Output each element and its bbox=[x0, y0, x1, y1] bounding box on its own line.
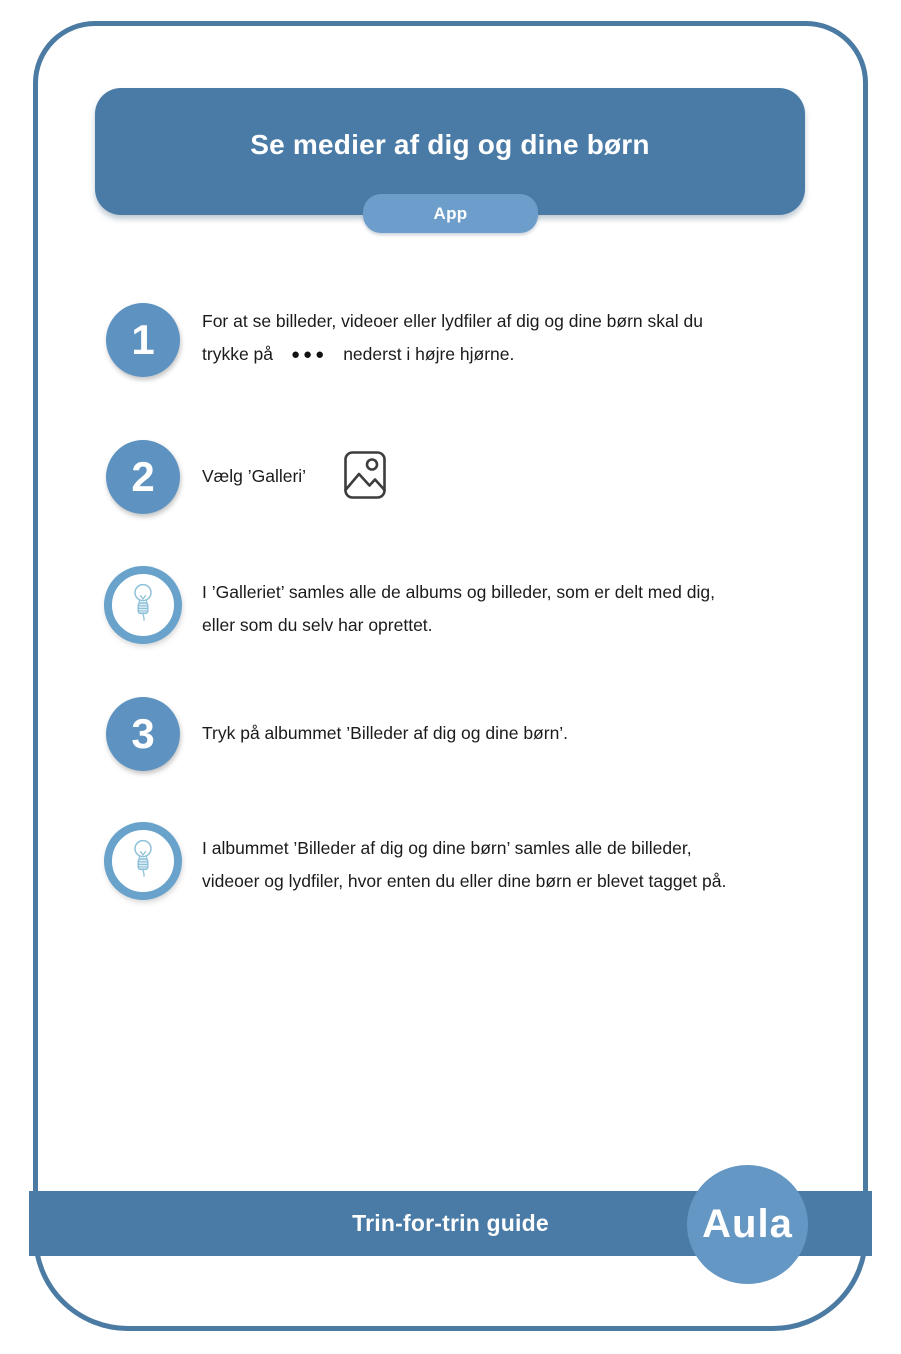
step-2-text-label: Vælg ’Galleri’ bbox=[202, 466, 307, 486]
step-1-line-1-text: For at se billeder, videoer eller lydfiler af dig og dine børn skal du bbox=[202, 311, 703, 331]
tip-1-line-1 bbox=[202, 576, 715, 609]
step-2-number-badge bbox=[106, 440, 180, 514]
tip-1-text bbox=[202, 576, 715, 642]
tip-2-line-2-text: videoer og lydfiler, hvor enten du eller dine børn er blevet tagget på. bbox=[202, 871, 727, 891]
step-3-number-badge bbox=[106, 697, 180, 771]
step-1-line-1 bbox=[202, 305, 703, 338]
step-1-text bbox=[202, 305, 703, 372]
aula-logo bbox=[687, 1165, 808, 1284]
app-badge bbox=[363, 194, 538, 233]
step-3-text-label: Tryk på albummet ’Billeder af dig og dine børn’. bbox=[202, 723, 569, 743]
step-2-number: 2 bbox=[131, 453, 155, 500]
tip-1-line-2-text: eller som du selv har oprettet. bbox=[202, 615, 433, 635]
tip-2-circle bbox=[104, 822, 182, 900]
gallery-icon bbox=[341, 449, 389, 506]
step-1-number: 1 bbox=[131, 316, 155, 363]
tip-2-text bbox=[202, 832, 726, 898]
lightbulb-icon bbox=[127, 578, 159, 633]
step-3-number: 3 bbox=[131, 710, 155, 757]
tip-2-line-1-text: I albummet ’Billeder af dig og dine børn’ samles alle de billeder, bbox=[202, 838, 692, 858]
tip-2-line-1 bbox=[202, 832, 726, 865]
step-1-line-2-after: nederst i højre hjørne. bbox=[343, 344, 515, 364]
footer-title: Trin-for-trin guide bbox=[352, 1210, 549, 1236]
app-badge-label: App bbox=[433, 203, 468, 223]
step-2-text bbox=[202, 460, 306, 493]
page-title: Se medier af dig og dine børn bbox=[250, 128, 650, 160]
tip-2-line-2 bbox=[202, 865, 726, 898]
step-1-line-2-before: trykke på bbox=[202, 344, 273, 364]
tip-1-circle bbox=[104, 566, 182, 644]
aula-logo-text: Aula bbox=[702, 1202, 793, 1246]
step-1-line-2 bbox=[202, 338, 703, 372]
step-3-text bbox=[202, 717, 568, 750]
step-1-number-badge bbox=[106, 303, 180, 377]
more-options-icon: ●●● bbox=[291, 346, 328, 363]
tip-1-line-2 bbox=[202, 609, 715, 642]
tip-1-line-1-text: I ’Galleriet’ samles alle de albums og billeder, som er delt med dig, bbox=[202, 582, 715, 602]
lightbulb-icon bbox=[127, 834, 159, 889]
